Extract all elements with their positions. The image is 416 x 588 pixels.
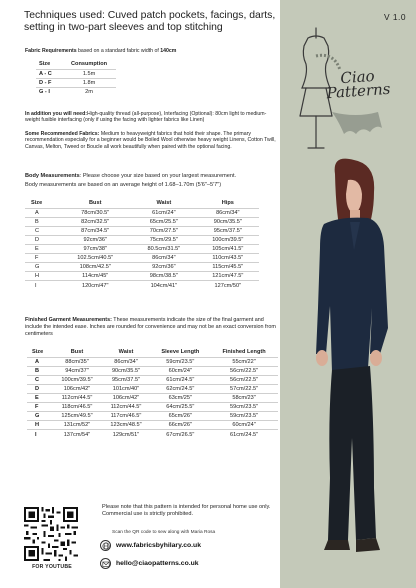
measurement-cell: 131cm/52" xyxy=(52,421,101,430)
table-row xyxy=(27,393,278,402)
measurement-cell: 57cm/22.5" xyxy=(210,384,278,393)
measurement-cell: 63cm/25" xyxy=(151,393,211,402)
fabrics-paragraph xyxy=(25,131,280,150)
size-cell: D xyxy=(25,235,59,244)
measurement-cell: 86cm/34" xyxy=(197,208,259,217)
size-cell: B xyxy=(27,366,52,375)
size-cell: A xyxy=(25,208,59,217)
table-row xyxy=(27,357,278,366)
measurement-cell: 87cm/34.5" xyxy=(59,226,131,235)
table-cell: G - I xyxy=(36,87,59,96)
table-cell: 1.5m xyxy=(59,69,116,78)
column-header: Size xyxy=(31,200,43,207)
size-cell: B xyxy=(25,217,59,226)
size-cell: C xyxy=(25,226,59,235)
measurement-cell: 98cm/38.5" xyxy=(131,272,197,281)
fabric-width: 140cm xyxy=(160,48,177,54)
measurement-cell: 86cm/34" xyxy=(131,253,197,262)
measurement-cell: 90cm/35.5" xyxy=(197,217,259,226)
measurement-cell: 114cm/45" xyxy=(59,272,131,281)
measurement-cell: 92cm/36" xyxy=(59,235,131,244)
measurement-cell: 59cm/23.5" xyxy=(210,402,278,411)
measurement-cell: 66cm/26" xyxy=(151,421,211,430)
table-row xyxy=(36,87,116,96)
measurement-cell: 117cm/46.5" xyxy=(101,412,150,421)
table-row xyxy=(25,263,259,272)
column-header: Consumption xyxy=(71,61,108,68)
size-cell: I xyxy=(25,281,59,290)
size-cell: E xyxy=(25,244,59,253)
measurement-cell: 88cm/35" xyxy=(52,357,101,366)
measurement-cell: 95cm/37.5" xyxy=(197,226,259,235)
fabrics-heading: Some Recommended Fabrics: xyxy=(25,131,100,137)
measurement-cell: 75cm/29.5" xyxy=(131,235,197,244)
fabric-requirements-intro xyxy=(25,48,280,54)
measurement-cell: 78cm/30.5" xyxy=(59,208,131,217)
body-measurements-table xyxy=(25,199,259,290)
body-measurements-line1: : Please choose your size based on your largest measurement. xyxy=(79,173,237,179)
notions-paragraph xyxy=(25,111,280,124)
finished-measurements-heading: Finished Garment Measurements: xyxy=(25,317,112,323)
measurement-cell: 55cm/22" xyxy=(210,357,278,366)
finished-measurements-text: These measurements indicate the size of the final garment and include the intended ease. Inches are rounded for convenience and may not be an exact conversion from centimeters xyxy=(25,317,276,337)
notions-heading: In addition you will need: xyxy=(25,111,87,117)
fabric-requirements-note: based on a standard fabric width of xyxy=(76,48,161,54)
size-cell: H xyxy=(25,272,59,281)
measurement-cell: 112cm/44.5" xyxy=(52,393,101,402)
table-row xyxy=(27,430,278,439)
measurement-cell: 120cm/47" xyxy=(59,281,131,290)
measurement-cell: 100cm/39.5" xyxy=(52,375,101,384)
measurement-cell: 80.5cm/31.5" xyxy=(131,244,197,253)
table-row xyxy=(25,281,259,290)
table-row xyxy=(27,375,278,384)
size-cell: H xyxy=(27,421,52,430)
measurement-cell: 70cm/27.5" xyxy=(131,226,197,235)
table-row xyxy=(25,226,259,235)
globe-icon xyxy=(100,540,111,551)
size-cell: G xyxy=(25,263,59,272)
email-link[interactable] xyxy=(100,558,199,569)
measurement-cell: 118cm/46.5" xyxy=(52,402,101,411)
usage-notice: Please note that this pattern is intended for personal home use only. Commercial use is strictly prohibited. xyxy=(102,504,271,517)
measurement-cell: 137cm/54" xyxy=(52,430,101,439)
measurement-cell: 95cm/37.5" xyxy=(101,375,150,384)
measurement-cell: 125cm/49.5" xyxy=(52,412,101,421)
notions-text: High-quality thread (all-purpose), Interfacing (Optional): 80cm light to medium-weight fusible interfacing (only if using the facing with lighter fabrics like Linen) xyxy=(25,111,267,124)
table-row xyxy=(25,235,259,244)
column-header: Size xyxy=(32,349,44,356)
measurement-cell: 101cm/40" xyxy=(101,384,150,393)
email-text: hello@ciaopatterns.co.uk xyxy=(116,560,199,567)
measurement-cell: 97cm/38" xyxy=(59,244,131,253)
body-measurements-line2: Body measurements are based on an average height of 1.68–1.70m (5'6"–5'7") xyxy=(25,181,222,188)
version-label: V 1.0 xyxy=(383,12,406,22)
scan-instruction: Scan the QR code to sew along with Maria Rosa xyxy=(112,530,216,535)
website-link[interactable] xyxy=(100,540,201,551)
size-cell: G xyxy=(27,412,52,421)
body-measurements-heading: Body Measurements xyxy=(25,173,80,179)
measurement-cell: 115cm/45.5" xyxy=(197,263,259,272)
measurement-cell: 59cm/23.5" xyxy=(151,357,211,366)
table-row xyxy=(27,384,278,393)
measurement-cell: 90cm/35.5" xyxy=(101,366,150,375)
logo-text: Ciao Patterns xyxy=(326,66,391,103)
column-header: Waist xyxy=(156,200,172,207)
column-header: Sleeve Length xyxy=(161,349,200,356)
table-row xyxy=(36,78,116,87)
measurement-cell: 106cm/42" xyxy=(52,384,101,393)
fabric-requirements-table xyxy=(36,60,116,96)
measurement-cell: 56cm/22.5" xyxy=(210,375,278,384)
qr-code[interactable] xyxy=(24,507,78,561)
table-row xyxy=(27,412,278,421)
fabric-requirements-heading: Fabric Requirements xyxy=(25,48,77,54)
model-photo xyxy=(280,158,416,588)
measurement-cell: 65cm/25.5" xyxy=(131,217,197,226)
column-header: Bust xyxy=(89,200,102,207)
measurement-cell: 64cm/25.5" xyxy=(151,402,211,411)
table-row xyxy=(25,244,259,253)
table-cell: 1.8m xyxy=(59,78,116,87)
table-cell: A - C xyxy=(36,69,59,78)
measurement-cell: 108cm/42.5" xyxy=(59,263,131,272)
column-header: Size xyxy=(39,61,51,68)
finished-measurements-table xyxy=(27,348,278,439)
size-cell: D xyxy=(27,384,52,393)
table-row xyxy=(27,366,278,375)
table-row xyxy=(25,253,259,262)
table-row xyxy=(25,208,259,217)
photo-panel xyxy=(280,0,416,588)
body-measurements-intro xyxy=(25,172,280,189)
measurement-cell: 60cm/24" xyxy=(151,366,211,375)
table-row xyxy=(27,421,278,430)
measurement-cell: 110cm/43.5" xyxy=(197,253,259,262)
size-cell: F xyxy=(25,253,59,262)
measurement-cell: 61cm/24.5" xyxy=(210,430,278,439)
size-cell: E xyxy=(27,393,52,402)
measurement-cell: 82cm/32.5" xyxy=(59,217,131,226)
measurement-cell: 65cm/26" xyxy=(151,412,211,421)
measurement-cell: 121cm/47.5" xyxy=(197,272,259,281)
website-text: www.fabricsbyhilary.co.uk xyxy=(116,542,201,549)
table-row xyxy=(27,402,278,411)
measurement-cell: 60cm/24" xyxy=(210,421,278,430)
table-row xyxy=(25,272,259,281)
measurement-cell: 123cm/48.5" xyxy=(101,421,150,430)
measurement-cell: 86cm/34" xyxy=(101,357,150,366)
measurement-cell: 102.5cm/40.5" xyxy=(59,253,131,262)
measurement-cell: 127cm/50" xyxy=(197,281,259,290)
measurement-cell: 94cm/37" xyxy=(52,366,101,375)
size-cell: I xyxy=(27,430,52,439)
page-title: Techniques used: Cuved patch pockets, facings, darts, setting in two-part sleeves and top stitching xyxy=(24,10,276,33)
measurement-cell: 100cm/39.5" xyxy=(197,235,259,244)
measurement-cell: 56cm/22.5" xyxy=(210,366,278,375)
size-cell: F xyxy=(27,402,52,411)
table-cell: D - F xyxy=(36,78,59,87)
measurement-cell: 58cm/23" xyxy=(210,393,278,402)
column-header: Hips xyxy=(221,200,234,207)
measurement-cell: 62cm/24.5" xyxy=(151,384,211,393)
measurement-cell: 104cm/41" xyxy=(131,281,197,290)
envelope-icon xyxy=(100,558,111,569)
size-cell: A xyxy=(27,357,52,366)
fabrics-text: Medium to heavyweight fabrics that hold their shape. The primary recommendation especially for a beginner would be Boiled Wool otherwise heavy weight Linens, Cotton Twill, Canvas, Melton, Tweed or Boucle all work beautifully when paired with the optional facing. xyxy=(25,131,276,150)
measurement-cell: 92cm/36" xyxy=(131,263,197,272)
measurement-cell: 129cm/51" xyxy=(101,430,150,439)
measurement-cell: 67cm/26.5" xyxy=(151,430,211,439)
measurement-cell: 106cm/42" xyxy=(101,393,150,402)
table-cell: 2m xyxy=(59,87,116,96)
measurement-cell: 105cm/41.5" xyxy=(197,244,259,253)
column-header: Bust xyxy=(70,349,84,356)
size-cell: C xyxy=(27,375,52,384)
qr-label: FOR YOUTUBE xyxy=(32,564,72,570)
measurement-cell: 112cm/44.5" xyxy=(101,402,150,411)
measurement-cell: 61cm/24.5" xyxy=(151,375,211,384)
measurement-cell: 59cm/23.5" xyxy=(210,412,278,421)
finished-measurements-paragraph xyxy=(25,317,280,338)
column-header: Waist xyxy=(118,349,134,356)
column-header: Finished Length xyxy=(222,349,266,356)
table-row xyxy=(25,217,259,226)
measurement-cell: 61cm/24" xyxy=(131,208,197,217)
table-row xyxy=(36,69,116,78)
